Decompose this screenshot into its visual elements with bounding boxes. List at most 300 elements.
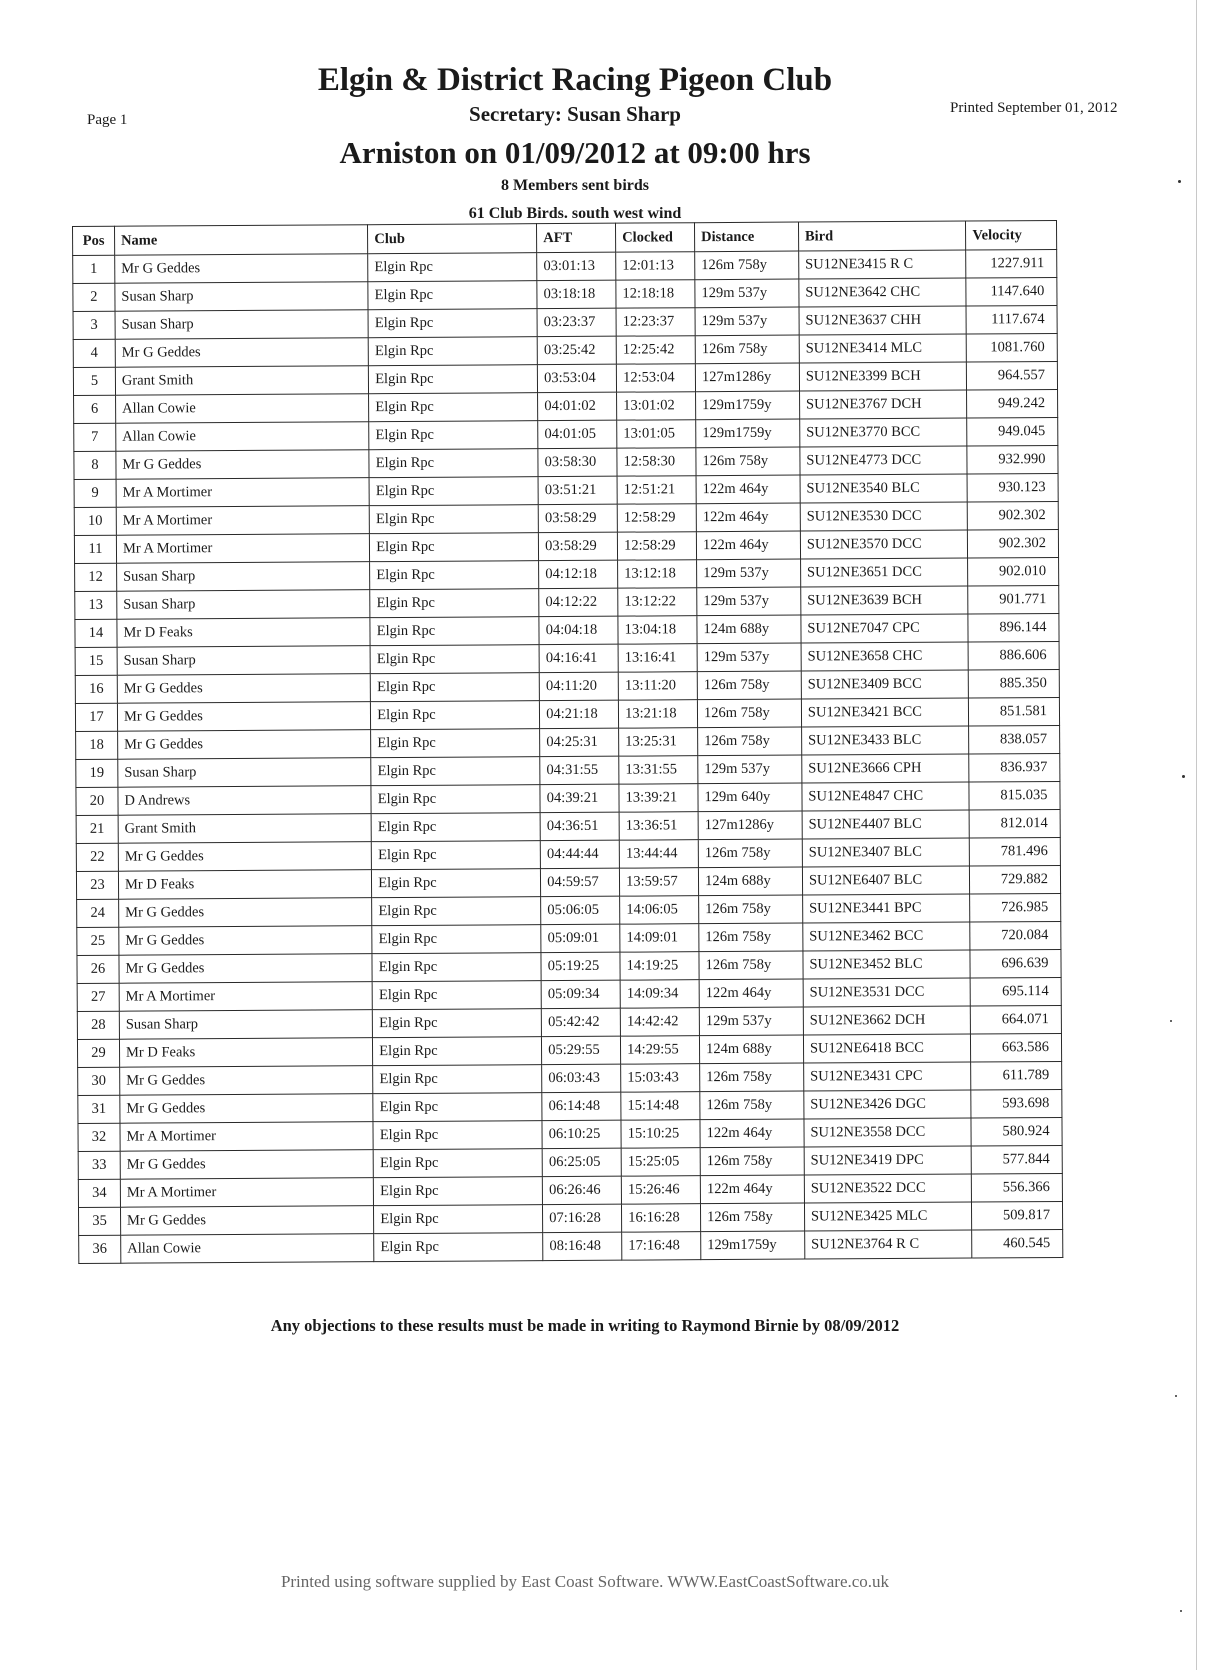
table-row (79, 1229, 1063, 1263)
cell-distance: 126m 758y (698, 727, 802, 756)
header-aft: AFT (537, 223, 616, 252)
cell-name: Mr A Mortimer (116, 534, 369, 564)
cell-distance: 126m 758y (697, 699, 801, 728)
cell-distance: 126m 758y (699, 923, 803, 952)
cell-name: Mr A Mortimer (116, 478, 369, 508)
club-title: Elgin & District Racing Pigeon Club (317, 62, 833, 98)
cell-bird: SU12NE3764 R C (805, 1230, 973, 1259)
cell-velocity: 901.771 (968, 585, 1059, 614)
cell-name: Susan Sharp (115, 310, 368, 340)
cell-aft: 06:10:25 (542, 1120, 621, 1148)
cell-pos: 27 (77, 983, 119, 1011)
cell-club: Elgin Rpc (373, 1121, 542, 1150)
cell-clocked: 15:03:43 (621, 1064, 700, 1092)
cell-name: Mr G Geddes (115, 254, 368, 284)
cell-velocity: 593.698 (971, 1089, 1062, 1118)
cell-aft: 05:42:42 (541, 1008, 620, 1036)
cell-bird: SU12NE3770 BCC (800, 418, 968, 447)
cell-name: Mr G Geddes (120, 1066, 373, 1096)
cell-club: Elgin Rpc (370, 617, 539, 646)
cell-velocity: 696.639 (970, 949, 1061, 978)
cell-bird: SU12NE3419 DPC (804, 1146, 972, 1175)
cell-distance: 129m 537y (695, 279, 799, 308)
cell-name: Grant Smith (115, 366, 368, 396)
cell-name: Mr G Geddes (117, 702, 370, 732)
cell-club: Elgin Rpc (374, 1233, 543, 1262)
cell-club: Elgin Rpc (368, 253, 537, 282)
cell-aft: 05:09:01 (541, 924, 620, 952)
cell-velocity: 902.302 (968, 501, 1059, 530)
software-footer: Printed using software supplied by East Coast Software. WWW.EastCoastSoftware.co.uk (280, 1572, 890, 1591)
cell-clocked: 13:21:18 (619, 700, 698, 728)
printed-date: Printed September 01, 2012 (950, 100, 1118, 116)
cell-pos: 22 (76, 843, 118, 871)
cell-bird: SU12NE3462 BCC (803, 922, 971, 951)
cell-club: Elgin Rpc (374, 1205, 543, 1234)
cell-name: Susan Sharp (117, 590, 370, 620)
cell-aft: 04:36:51 (540, 812, 619, 840)
cell-name: Mr A Mortimer (120, 1178, 373, 1208)
cell-distance: 129m 537y (698, 755, 802, 784)
cell-aft: 06:25:05 (542, 1148, 621, 1176)
cell-velocity: 509.817 (972, 1201, 1063, 1230)
results-body (73, 249, 1063, 1263)
cell-distance: 129m1759y (696, 419, 800, 448)
cell-clocked: 12:23:37 (616, 308, 695, 336)
cell-pos: 14 (75, 619, 117, 647)
cell-name: Allan Cowie (116, 422, 369, 452)
cell-distance: 129m 537y (697, 559, 801, 588)
cell-pos: 25 (77, 927, 119, 955)
cell-velocity: 1081.760 (967, 333, 1058, 362)
cell-club: Elgin Rpc (372, 897, 541, 926)
cell-bird: SU12NE3639 BCH (801, 586, 969, 615)
cell-distance: 126m 758y (695, 335, 799, 364)
cell-club: Elgin Rpc (371, 701, 540, 730)
cell-clocked: 14:19:25 (620, 952, 699, 980)
cell-bird: SU12NE3662 DCH (803, 1006, 971, 1035)
scan-speck (1182, 775, 1185, 778)
cell-distance: 126m 758y (697, 671, 801, 700)
cell-pos: 26 (77, 955, 119, 983)
header-pos: Pos (73, 226, 115, 255)
cell-distance: 124m 688y (697, 615, 801, 644)
cell-aft: 03:23:37 (537, 308, 616, 336)
cell-club: Elgin Rpc (373, 1093, 542, 1122)
cell-aft: 05:19:25 (541, 952, 620, 980)
cell-pos: 6 (74, 395, 116, 423)
cell-velocity: 611.789 (971, 1061, 1062, 1090)
cell-name: Mr G Geddes (119, 926, 372, 956)
cell-bird: SU12NE6418 BCC (803, 1034, 971, 1063)
cell-bird: SU12NE3651 DCC (800, 558, 968, 587)
cell-pos: 33 (78, 1151, 120, 1179)
cell-velocity: 695.114 (971, 977, 1062, 1006)
cell-clocked: 13:44:44 (619, 840, 698, 868)
cell-pos: 19 (76, 759, 118, 787)
cell-name: Mr A Mortimer (120, 1122, 373, 1152)
race-title: Arniston on 01/09/2012 at 09:00 hrs (339, 135, 811, 170)
cell-bird: SU12NE4847 CHC (802, 782, 970, 811)
cell-clocked: 13:12:22 (618, 588, 697, 616)
cell-clocked: 14:29:55 (621, 1036, 700, 1064)
cell-bird: SU12NE3414 MLC (799, 334, 967, 363)
cell-velocity: 729.882 (970, 865, 1061, 894)
cell-pos: 34 (78, 1179, 120, 1207)
cell-bird: SU12NE3441 BPC (803, 894, 971, 923)
cell-clocked: 15:14:48 (621, 1092, 700, 1120)
cell-velocity: 460.545 (972, 1229, 1063, 1258)
cell-distance: 122m 464y (700, 1119, 804, 1148)
cell-distance: 126m 758y (699, 951, 803, 980)
cell-pos: 18 (76, 731, 118, 759)
cell-distance: 126m 758y (700, 1063, 804, 1092)
cell-pos: 17 (75, 703, 117, 731)
cell-bird: SU12NE3767 DCH (799, 390, 967, 419)
cell-distance: 126m 758y (695, 251, 799, 280)
cell-velocity: 663.586 (971, 1033, 1062, 1062)
cell-clocked: 13:11:20 (618, 672, 697, 700)
cell-pos: 21 (76, 815, 118, 843)
cell-distance: 122m 464y (696, 475, 800, 504)
cell-aft: 04:01:05 (538, 420, 617, 448)
cell-club: Elgin Rpc (369, 449, 538, 478)
cell-clocked: 12:53:04 (616, 364, 695, 392)
cell-bird: SU12NE3558 DCC (804, 1118, 972, 1147)
cell-clocked: 15:26:46 (621, 1176, 700, 1204)
cell-aft: 04:44:44 (540, 840, 619, 868)
cell-velocity: 812.014 (970, 809, 1061, 838)
cell-velocity: 781.496 (970, 837, 1061, 866)
cell-club: Elgin Rpc (369, 505, 538, 534)
cell-aft: 04:12:18 (539, 560, 618, 588)
header-name: Name (114, 225, 367, 256)
cell-aft: 04:21:18 (540, 700, 619, 728)
cell-pos: 30 (78, 1067, 120, 1095)
birds-wind-line: 61 Club Birds. south west wind (468, 205, 682, 222)
cell-club: Elgin Rpc (369, 365, 538, 394)
cell-velocity: 886.606 (968, 641, 1059, 670)
page-number: Page 1 (87, 112, 128, 128)
cell-aft: 03:51:21 (538, 476, 617, 504)
cell-bird: SU12NE3433 BLC (801, 726, 969, 755)
cell-velocity: 902.302 (968, 529, 1059, 558)
cell-bird: SU12NE4407 BLC (802, 810, 970, 839)
cell-velocity: 949.045 (967, 417, 1058, 446)
cell-pos: 11 (74, 535, 116, 563)
cell-aft: 04:31:55 (540, 756, 619, 784)
cell-clocked: 14:42:42 (620, 1008, 699, 1036)
cell-name: Susan Sharp (115, 282, 368, 312)
cell-distance: 129m 537y (697, 643, 801, 672)
header-clocked: Clocked (616, 223, 695, 252)
cell-bird: SU12NE3570 DCC (800, 530, 968, 559)
cell-bird: SU12NE3409 BCC (801, 670, 969, 699)
cell-aft: 03:58:30 (538, 448, 617, 476)
cell-clocked: 15:10:25 (621, 1120, 700, 1148)
cell-pos: 24 (77, 899, 119, 927)
cell-clocked: 13:16:41 (618, 644, 697, 672)
cell-bird: SU12NE3399 BCH (799, 362, 967, 391)
cell-name: Mr G Geddes (118, 730, 371, 760)
cell-club: Elgin Rpc (371, 757, 540, 786)
cell-clocked: 12:25:42 (616, 336, 695, 364)
cell-bird: SU12NE3431 CPC (804, 1062, 972, 1091)
results-table (72, 220, 1063, 1264)
cell-aft: 04:25:31 (540, 728, 619, 756)
cell-velocity: 1147.640 (966, 277, 1057, 306)
cell-pos: 13 (75, 591, 117, 619)
cell-velocity: 577.844 (972, 1145, 1063, 1174)
cell-aft: 06:14:48 (542, 1092, 621, 1120)
cell-bird: SU12NE3530 DCC (800, 502, 968, 531)
cell-name: Grant Smith (118, 814, 371, 844)
cell-velocity: 932.990 (967, 445, 1058, 474)
cell-bird: SU12NE3426 DGC (804, 1090, 972, 1119)
cell-velocity: 556.366 (972, 1173, 1063, 1202)
cell-bird: SU12NE3452 BLC (803, 950, 971, 979)
cell-velocity: 949.242 (967, 389, 1058, 418)
cell-name: D Andrews (118, 786, 371, 816)
cell-clocked: 13:25:31 (619, 728, 698, 756)
cell-clocked: 12:58:29 (617, 504, 696, 532)
cell-velocity: 1117.674 (966, 305, 1057, 334)
cell-clocked: 12:51:21 (617, 476, 696, 504)
cell-name: Mr G Geddes (117, 674, 370, 704)
cell-pos: 1 (73, 255, 115, 283)
cell-name: Susan Sharp (117, 646, 370, 676)
cell-clocked: 12:58:29 (617, 532, 696, 560)
cell-distance: 124m 688y (698, 867, 802, 896)
scan-speck (1180, 1610, 1182, 1612)
cell-aft: 08:16:48 (543, 1232, 622, 1260)
cell-aft: 04:04:18 (539, 616, 618, 644)
cell-pos: 9 (74, 479, 116, 507)
cell-pos: 8 (74, 451, 116, 479)
cell-aft: 04:01:02 (538, 392, 617, 420)
cell-aft: 07:16:28 (543, 1204, 622, 1232)
cell-name: Mr G Geddes (116, 450, 369, 480)
cell-pos: 10 (74, 507, 116, 535)
cell-clocked: 17:16:48 (622, 1232, 701, 1260)
cell-pos: 31 (78, 1095, 120, 1123)
cell-aft: 05:09:34 (541, 980, 620, 1008)
cell-velocity: 726.985 (970, 893, 1061, 922)
cell-club: Elgin Rpc (372, 953, 541, 982)
cell-velocity: 896.144 (968, 613, 1059, 642)
cell-aft: 03:53:04 (538, 364, 617, 392)
cell-aft: 05:29:55 (542, 1036, 621, 1064)
cell-distance: 129m 640y (698, 783, 802, 812)
cell-bird: SU12NE3637 CHH (799, 306, 967, 335)
cell-club: Elgin Rpc (372, 981, 541, 1010)
cell-pos: 29 (77, 1039, 119, 1067)
cell-velocity: 885.350 (969, 669, 1060, 698)
cell-club: Elgin Rpc (368, 281, 537, 310)
cell-aft: 03:18:18 (537, 280, 616, 308)
cell-name: Susan Sharp (117, 562, 370, 592)
cell-clocked: 14:06:05 (620, 896, 699, 924)
cell-pos: 3 (73, 311, 115, 339)
cell-pos: 7 (74, 423, 116, 451)
cell-club: Elgin Rpc (370, 645, 539, 674)
cell-name: Mr G Geddes (120, 1206, 373, 1236)
cell-pos: 4 (73, 339, 115, 367)
cell-velocity: 720.084 (970, 921, 1061, 950)
cell-club: Elgin Rpc (369, 393, 538, 422)
cell-name: Mr G Geddes (119, 898, 372, 928)
header-bird: Bird (798, 221, 966, 251)
cell-bird: SU12NE4773 DCC (800, 446, 968, 475)
cell-name: Mr G Geddes (115, 338, 368, 368)
cell-pos: 2 (73, 283, 115, 311)
cell-aft: 04:12:22 (539, 588, 618, 616)
cell-name: Mr A Mortimer (119, 982, 372, 1012)
header-velocity: Velocity (966, 220, 1057, 250)
header-club: Club (368, 224, 537, 254)
cell-bird: SU12NE3658 CHC (801, 642, 969, 671)
cell-bird: SU12NE3531 DCC (803, 978, 971, 1007)
cell-bird: SU12NE3415 R C (799, 250, 967, 279)
cell-aft: 03:58:29 (539, 532, 618, 560)
cell-aft: 03:58:29 (538, 504, 617, 532)
secretary-line: Secretary: Susan Sharp (469, 102, 681, 126)
cell-name: Mr D Feaks (118, 870, 371, 900)
cell-distance: 122m 464y (699, 979, 803, 1008)
cell-club: Elgin Rpc (371, 729, 540, 758)
cell-distance: 129m1759y (696, 391, 800, 420)
cell-club: Elgin Rpc (373, 1149, 542, 1178)
cell-clocked: 13:04:18 (618, 616, 697, 644)
cell-distance: 129m 537y (699, 1007, 803, 1036)
cell-club: Elgin Rpc (369, 477, 538, 506)
cell-bird: SU12NE7047 CPC (801, 614, 969, 643)
cell-club: Elgin Rpc (371, 813, 540, 842)
cell-name: Mr G Geddes (120, 1094, 373, 1124)
cell-club: Elgin Rpc (369, 421, 538, 450)
scan-speck (1178, 180, 1181, 183)
cell-velocity: 836.937 (969, 753, 1060, 782)
cell-club: Elgin Rpc (370, 561, 539, 590)
cell-bird: SU12NE3425 MLC (804, 1202, 972, 1231)
cell-distance: 126m 758y (699, 895, 803, 924)
cell-name: Mr A Mortimer (116, 506, 369, 536)
cell-club: Elgin Rpc (370, 589, 539, 618)
cell-clocked: 15:25:05 (621, 1148, 700, 1176)
cell-pos: 23 (76, 871, 118, 899)
cell-distance: 122m 464y (696, 531, 800, 560)
cell-distance: 126m 758y (701, 1203, 805, 1232)
cell-distance: 122m 464y (700, 1175, 804, 1204)
cell-name: Susan Sharp (118, 758, 371, 788)
cell-bird: SU12NE3407 BLC (802, 838, 970, 867)
cell-distance: 129m 537y (697, 587, 801, 616)
header-distance: Distance (695, 222, 799, 252)
cell-name: Mr G Geddes (119, 954, 372, 984)
cell-pos: 36 (79, 1235, 121, 1263)
cell-distance: 122m 464y (696, 503, 800, 532)
cell-club: Elgin Rpc (371, 785, 540, 814)
cell-clocked: 12:18:18 (616, 280, 695, 308)
cell-name: Mr D Feaks (117, 618, 370, 648)
cell-velocity: 851.581 (969, 697, 1060, 726)
cell-aft: 06:03:43 (542, 1064, 621, 1092)
cell-aft: 04:39:21 (540, 784, 619, 812)
cell-club: Elgin Rpc (373, 1009, 542, 1038)
cell-name: Allan Cowie (121, 1234, 374, 1264)
scan-edge-line (1196, 0, 1197, 1670)
cell-bird: SU12NE3540 BLC (800, 474, 968, 503)
cell-pos: 20 (76, 787, 118, 815)
cell-pos: 12 (75, 563, 117, 591)
cell-clocked: 13:36:51 (619, 812, 698, 840)
cell-club: Elgin Rpc (373, 1065, 542, 1094)
cell-velocity: 664.071 (971, 1005, 1062, 1034)
cell-clocked: 14:09:01 (620, 924, 699, 952)
cell-aft: 04:16:41 (539, 644, 618, 672)
cell-distance: 124m 688y (699, 1035, 803, 1064)
cell-pos: 15 (75, 647, 117, 675)
cell-distance: 129m 537y (695, 307, 799, 336)
cell-aft: 04:11:20 (539, 672, 618, 700)
cell-clocked: 16:16:28 (622, 1204, 701, 1232)
cell-clocked: 13:59:57 (620, 868, 699, 896)
cell-name: Susan Sharp (119, 1010, 372, 1040)
members-line: 8 Members sent birds (501, 177, 649, 194)
cell-name: Mr D Feaks (119, 1038, 372, 1068)
cell-distance: 126m 758y (696, 447, 800, 476)
cell-bird: SU12NE3421 BCC (801, 698, 969, 727)
cell-velocity: 930.123 (967, 473, 1058, 502)
cell-name: Mr G Geddes (118, 842, 371, 872)
cell-club: Elgin Rpc (368, 337, 537, 366)
cell-club: Elgin Rpc (373, 1037, 542, 1066)
scan-speck (1170, 1020, 1172, 1022)
cell-bird: SU12NE3522 DCC (804, 1174, 972, 1203)
cell-pos: 35 (78, 1207, 120, 1235)
cell-aft: 05:06:05 (541, 896, 620, 924)
cell-distance: 126m 758y (698, 839, 802, 868)
cell-pos: 32 (78, 1123, 120, 1151)
cell-club: Elgin Rpc (372, 841, 541, 870)
cell-aft: 04:59:57 (541, 868, 620, 896)
cell-bird: SU12NE3666 CPH (802, 754, 970, 783)
cell-club: Elgin Rpc (372, 925, 541, 954)
cell-clocked: 13:01:05 (617, 420, 696, 448)
cell-club: Elgin Rpc (372, 869, 541, 898)
cell-distance: 126m 758y (700, 1147, 804, 1176)
cell-club: Elgin Rpc (374, 1177, 543, 1206)
cell-bird: SU12NE6407 BLC (802, 866, 970, 895)
cell-pos: 28 (77, 1011, 119, 1039)
cell-velocity: 815.035 (969, 781, 1060, 810)
cell-club: Elgin Rpc (370, 673, 539, 702)
cell-name: Mr G Geddes (120, 1150, 373, 1180)
cell-clocked: 12:01:13 (616, 252, 695, 280)
cell-name: Allan Cowie (115, 394, 368, 424)
cell-clocked: 13:12:18 (618, 560, 697, 588)
cell-club: Elgin Rpc (370, 533, 539, 562)
cell-clocked: 13:01:02 (617, 392, 696, 420)
cell-distance: 129m1759y (701, 1231, 805, 1260)
cell-clocked: 14:09:34 (620, 980, 699, 1008)
cell-bird: SU12NE3642 CHC (799, 278, 967, 307)
cell-clocked: 13:31:55 (619, 756, 698, 784)
cell-pos: 16 (75, 675, 117, 703)
cell-velocity: 902.010 (968, 557, 1059, 586)
scan-speck (1175, 1395, 1177, 1397)
cell-distance: 126m 758y (700, 1091, 804, 1120)
